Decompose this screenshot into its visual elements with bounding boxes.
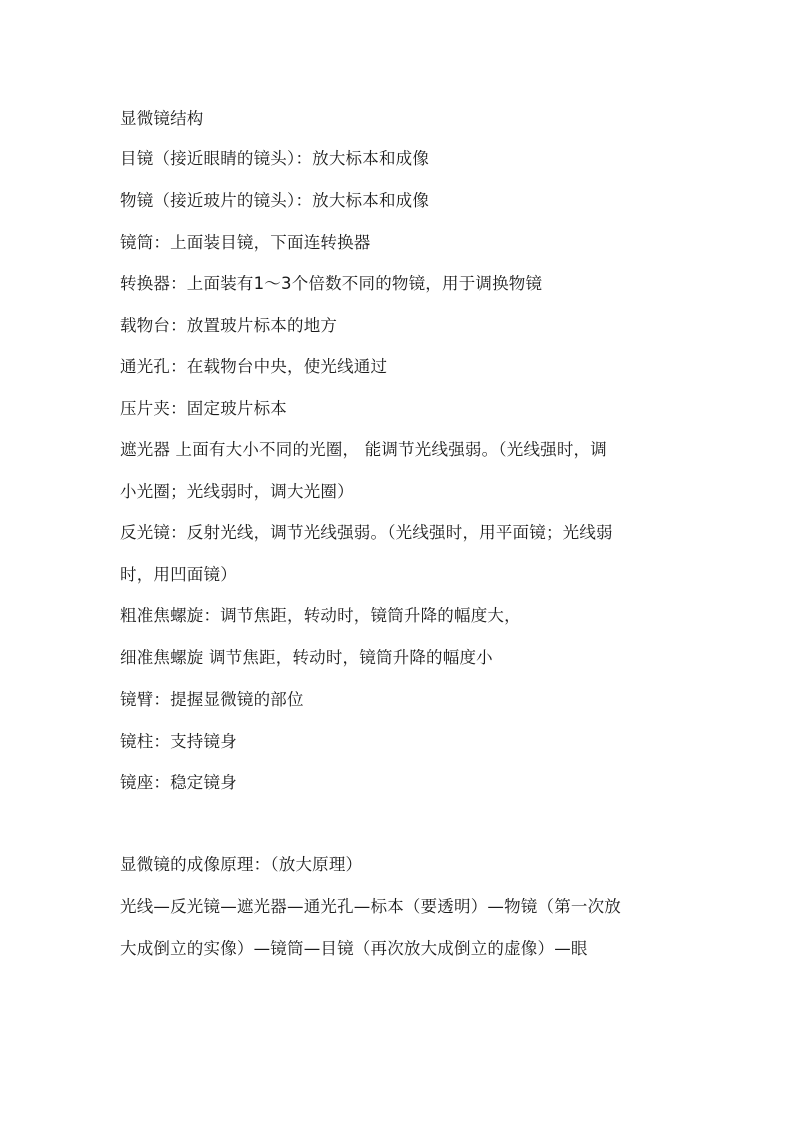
structure-line-diaphragm: 遮光器 上面有大小不同的光圈， 能调节光线强弱。（光线强时，调 — [120, 440, 607, 459]
structure-line-mirror: 反光镜：反射光线，调节光线强弱。（光线强时，用平面镜；光线弱 — [120, 523, 613, 542]
principle-heading: 显微镜的成像原理：（放大原理） — [120, 855, 363, 874]
structure-line-base: 镜座：稳定镜身 — [120, 773, 237, 792]
principle-line-2: 大成倒立的实像）—镜筒—目镜（再次放大成倒立的虚像）—眼 — [120, 939, 588, 958]
structure-heading: 显微镜结构 — [120, 109, 204, 128]
structure-line-coarse-focus: 粗准焦螺旋：调节焦距，转动时，镜筒升降的幅度大， — [120, 606, 521, 625]
structure-line-clip: 压片夹：固定玻片标本 — [120, 399, 287, 418]
structure-line-fine-focus: 细准焦螺旋 调节焦距，转动时，镜筒升降的幅度小 — [120, 648, 493, 667]
structure-line-mirror-cont: 时，用凹面镜） — [120, 565, 237, 584]
structure-line-pillar: 镜柱：支持镜身 — [120, 732, 237, 751]
principle-line-1: 光线—反光镜—遮光器—通光孔—标本（要透明）—物镜（第一次放 — [120, 897, 621, 916]
structure-line-stage: 载物台：放置玻片标本的地方 — [120, 316, 338, 335]
structure-line-aperture: 通光孔：在载物台中央，使光线通过 — [120, 357, 388, 376]
structure-line-eyepiece: 目镜（接近眼睛的镜头）：放大标本和成像 — [120, 149, 430, 168]
structure-line-arm: 镜臂：提握显微镜的部位 — [120, 690, 304, 709]
structure-line-objective: 物镜（接近玻片的镜头）：放大标本和成像 — [120, 191, 430, 210]
structure-line-converter: 转换器：上面装有1～3个倍数不同的物镜，用于调换物镜 — [120, 274, 543, 293]
structure-line-tube: 镜筒：上面装目镜，下面连转换器 — [120, 233, 371, 252]
structure-line-diaphragm-cont: 小光圈；光线弱时，调大光圈） — [120, 482, 354, 501]
